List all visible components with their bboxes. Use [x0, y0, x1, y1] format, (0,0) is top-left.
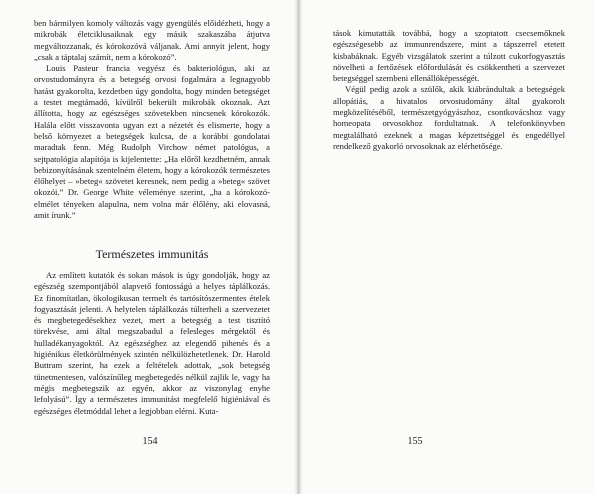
page-number: 155	[407, 436, 423, 447]
left-page	[0, 0, 297, 494]
section-heading: Természetes immunitás	[95, 247, 209, 261]
right-text	[333, 28, 565, 152]
paragraph: tások kimutatták továbbá, hogy a szoptatott csecsemőknek egészségesebb az immunrendszere, mint a tápszerrel etetett kisbabáknak. Egyéb vizsgálatok szerint a túlzott cukorfogyasztás növelheti a fertőzések előfordulását és csökkentheti a szervezet betegséggel szembeni ellenállóképességét.	[333, 28, 565, 84]
right-page	[299, 0, 595, 494]
left-text-bottom	[34, 270, 270, 417]
page-number: 154	[142, 436, 158, 447]
left-text-top	[34, 18, 270, 221]
paragraph: Végül pedig azok a szülők, akik kiábrándultak a betegségek allopátiás, a hivatalos orvostudomány által gyakorolt megközelítéséből, természetgyógyászhoz, csontkovácshoz vagy homeopata orvosokhoz fordultatnak. A telefonkönyvben megtalálható ezeknek a magas képzettséggel és engedéllyel rendelkező gyakorló orvosoknak az elérhetősége.	[333, 84, 565, 151]
paragraph: Louis Pasteur francia vegyész és bakteriológus, aki az orvostudományra és a betegség orvosi fogalmára a legnagyobb hatást gyakorolta, kezdetben úgy gondolta, hogy minden betegséget a testet megtámadó, kívülről bekerült mikrobák okoznak. Azt állította, hogy az egészséges szövetekben nincsenek kórokozók. Halála előtt visszavonta ugyan ezt a nézetét és elismerte, hogy a belső környezet a betegségek kulcsa, de a korábbi gondolatai maradtak fenn. Még Rudolph Virchow német patológus, a sejtpatológia alapítója is kijelentette: „Ha előről kezdhetném, annak bebizonyításának szentelném életem, hogy a kórokozók természetes élőhelyet – »beteg« szövetet keresnek, nem pedig a »beteg« szövet okozói.” Dr. George White véleménye szerint, „ha a kórokozó-elmélet tényeken alapulna, nem volna már élőlény, aki elovasná, amit írunk.”	[34, 63, 270, 221]
paragraph: Az említett kutatók és sokan mások is úgy gondolják, hogy az egészség szempontjából alapvető fontosságú a helyes táplálkozás. Ez finomítatlan, ökologikusan termelt és tartósítószermentes ételek fogyasztását jelenti. A helytelen táplálkozás túlterheli a szervezetet és megbetegedésekhez vezet, mert a betegség a test tisztító törekvése, ami által megszabadul a felesleges mérgektől és hulladékanyagoktól. Az egészséghez az elegendő pihenés és a higiénikus életkörülmények szintén nélkülözhetetlenek. Dr. Harold Buttram szerint, ha ezek a feltételek adottak, „sok betegség tünetmentesen, valószínűleg megbetegedés nélkül zajlik le, vagy ha mégis megbetegszik az egyén, akkor az viszonylag enyhe lefolyású”. Így a természetes immunitást megfelelő higiéniával és egészséges életmóddal lehet a legjobban elérni. Kuta-	[34, 270, 270, 416]
paragraph: ben bármilyen komoly változás vagy gyengülés előidézheti, hogy a mikrobák életciklusaiknak egy másik szakaszába átjutva megváltozzanak, és kórokozóvá váljanak. Ami annyit jelent, hogy „csak a táptalaj számít, nem a kórokozó”.	[34, 18, 270, 62]
